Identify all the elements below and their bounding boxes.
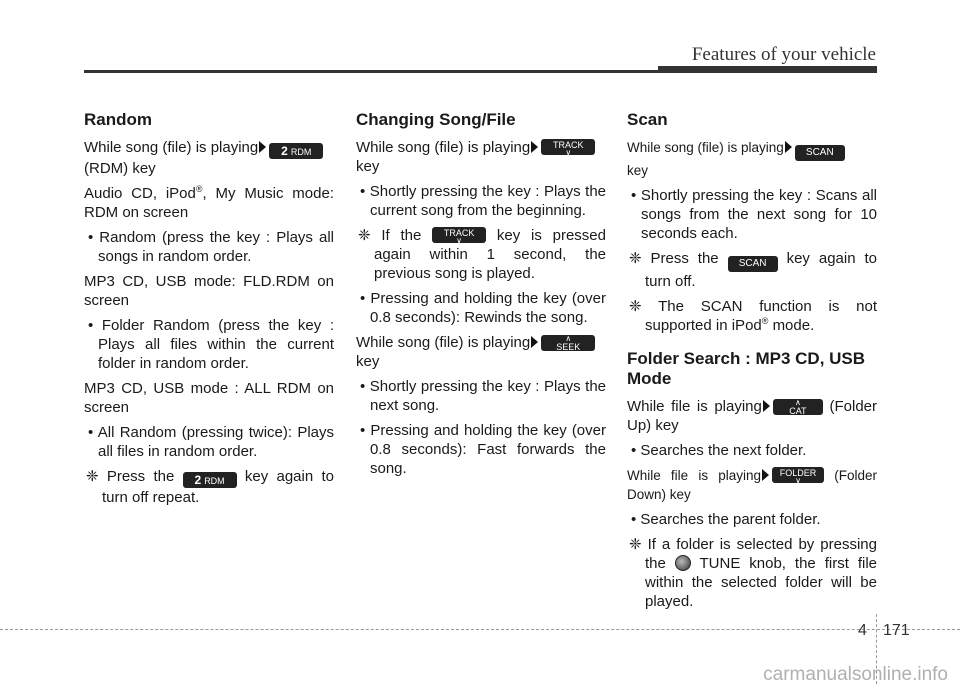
random-mode-all: MP3 CD, USB mode : ALL RDM on screen [84,380,334,416]
scan-note-2: ❈ The SCAN function is not supported in iPod® mode. [629,298,877,334]
folder-bullet-1: • Searches the next folder. [631,442,807,459]
changing-intro-seek: While song (file) is playing ∧ SEEK key [356,333,606,371]
folder-intro-down: While file is playing FOLDER ∨ (Folder Down) key [627,468,877,502]
rdm-key-icon: 2 RDM [269,143,323,159]
scan-intro: While song (file) is playing SCAN key [627,138,877,180]
random-intro [84,138,334,178]
random-mode-mp3: MP3 CD, USB mode: FLD.RDM on screen [84,273,334,309]
column-scan-folder [627,110,877,617]
seek-up-key-icon: ∧ SEEK [541,335,595,351]
scan-key-icon: SCAN [795,145,845,161]
folder-note: ❈ If a folder is selected by pressing the TUNE knob, the first file within the selected folder will be played. [629,536,878,610]
column-random [84,110,334,513]
track-down-key-icon: TRACK ∨ [541,139,595,155]
scan-heading: Scan [627,110,668,129]
random-intro-text: While song (file) is playing [84,139,259,156]
tune-knob-icon [675,555,691,571]
arrow-icon [762,469,769,481]
chapter-number: 4 [858,622,867,639]
footer-rule [0,629,960,630]
random-bullet-1: • Random (press the key : Plays all songs in random order. [88,229,334,265]
arrow-icon [763,400,770,412]
random-heading: Random [84,110,152,129]
scan-bullet-1: • Shortly pressing the key : Scans all songs from the next song for 10 seconds each. [631,187,877,242]
changing-intro-track: While song (file) is playing TRACK ∨ key [356,138,606,176]
column-changing-song [356,110,606,484]
random-bullet-2: • Folder Random (press the key : Plays all files within the current folder in random order. [88,317,335,372]
arrow-icon [259,141,266,153]
changing-bullet-2: • Pressing and holding the key (over 0.8 seconds): Rewinds the song. [360,290,606,326]
changing-note: ❈ If the TRACK ∨ key is pressed again within 1 second, the previous song is played. [358,227,606,282]
random-intro-key-text: (RDM) key [84,160,156,177]
changing-heading: Changing Song/File [356,110,516,129]
scan-note-1: ❈ Press the SCAN key again to turn off. [629,250,877,290]
rdm-key-icon: 2 RDM [183,472,237,488]
arrow-icon [785,141,792,153]
random-mode-audio: Audio CD, iPod®, My Music mode: RDM on screen [84,184,334,221]
scan-key-icon: SCAN [728,256,778,272]
random-note: ❈ Press the 2 RDM key again to turn off repeat. [86,468,334,506]
header-rule-accent [658,66,877,73]
watermark: carmanualsonline.info [763,664,948,685]
arrow-icon [531,336,538,348]
arrow-icon [531,141,538,153]
changing-bullet-3: • Shortly pressing the key : Plays the next song. [360,378,606,414]
track-down-key-icon: TRACK ∨ [432,227,486,243]
folder-intro-up: While file is playing ∧ CAT (Folder Up) key [627,398,877,434]
folder-heading: Folder Search : MP3 CD, USB Mode [627,349,866,388]
page-header-title: Features of your vehicle [691,44,876,65]
changing-bullet-4: • Pressing and holding the key (over 0.8 seconds): Fast forwards the song. [360,422,606,477]
page-number: 171 [883,622,910,639]
cat-up-key-icon: ∧ CAT [773,399,823,415]
folder-bullet-2: • Searches the parent folder. [631,511,821,528]
random-bullet-3: • All Random (pressing twice): Plays all files in random order. [88,424,335,460]
folder-down-key-icon: FOLDER ∨ [772,467,824,483]
changing-bullet-1: • Shortly pressing the key : Plays the current song from the beginning. [360,183,606,219]
